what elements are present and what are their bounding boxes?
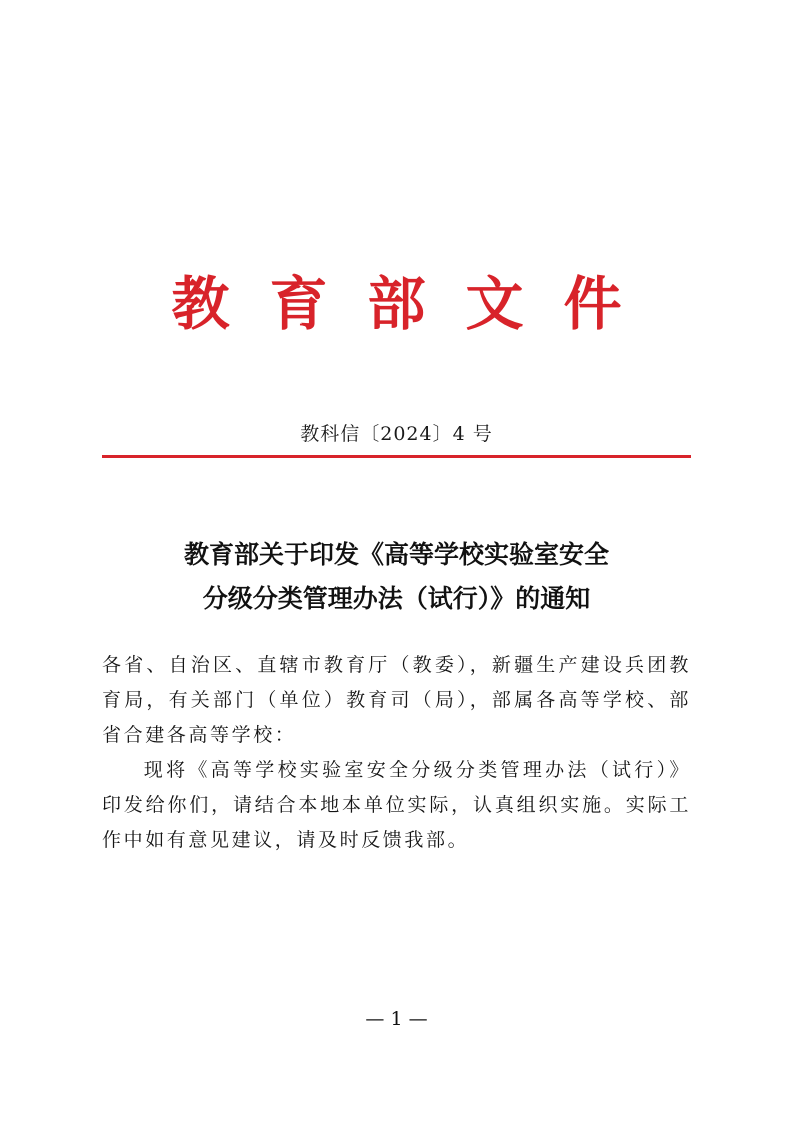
- notice-title-line-1: 教育部关于印发《高等学校实验室安全: [183, 540, 609, 569]
- notice-body: [102, 648, 691, 858]
- document-number: 教科信〔2024〕4 号: [300, 423, 493, 445]
- addressees-paragraph: 各省、自治区、直辖市教育厅（教委），新疆生产建设兵团教育局，有关部门（单位）教育司（局），部属各高等学校、部省合建各高等学校：: [102, 654, 691, 746]
- red-separator-line: [102, 455, 691, 458]
- notice-title: [0, 533, 793, 621]
- page-number: — 1 —: [365, 1008, 428, 1030]
- notice-title-line-2: 分级分类管理办法（试行）》的通知: [202, 584, 591, 613]
- document-masthead: 教育部文件: [171, 270, 662, 338]
- body-paragraph: 现将《高等学校实验室安全分级分类管理办法（试行）》印发给你们，请结合本地本单位实际，认真组织实施。实际工作中如有意见建议，请及时反馈我部。: [102, 759, 691, 851]
